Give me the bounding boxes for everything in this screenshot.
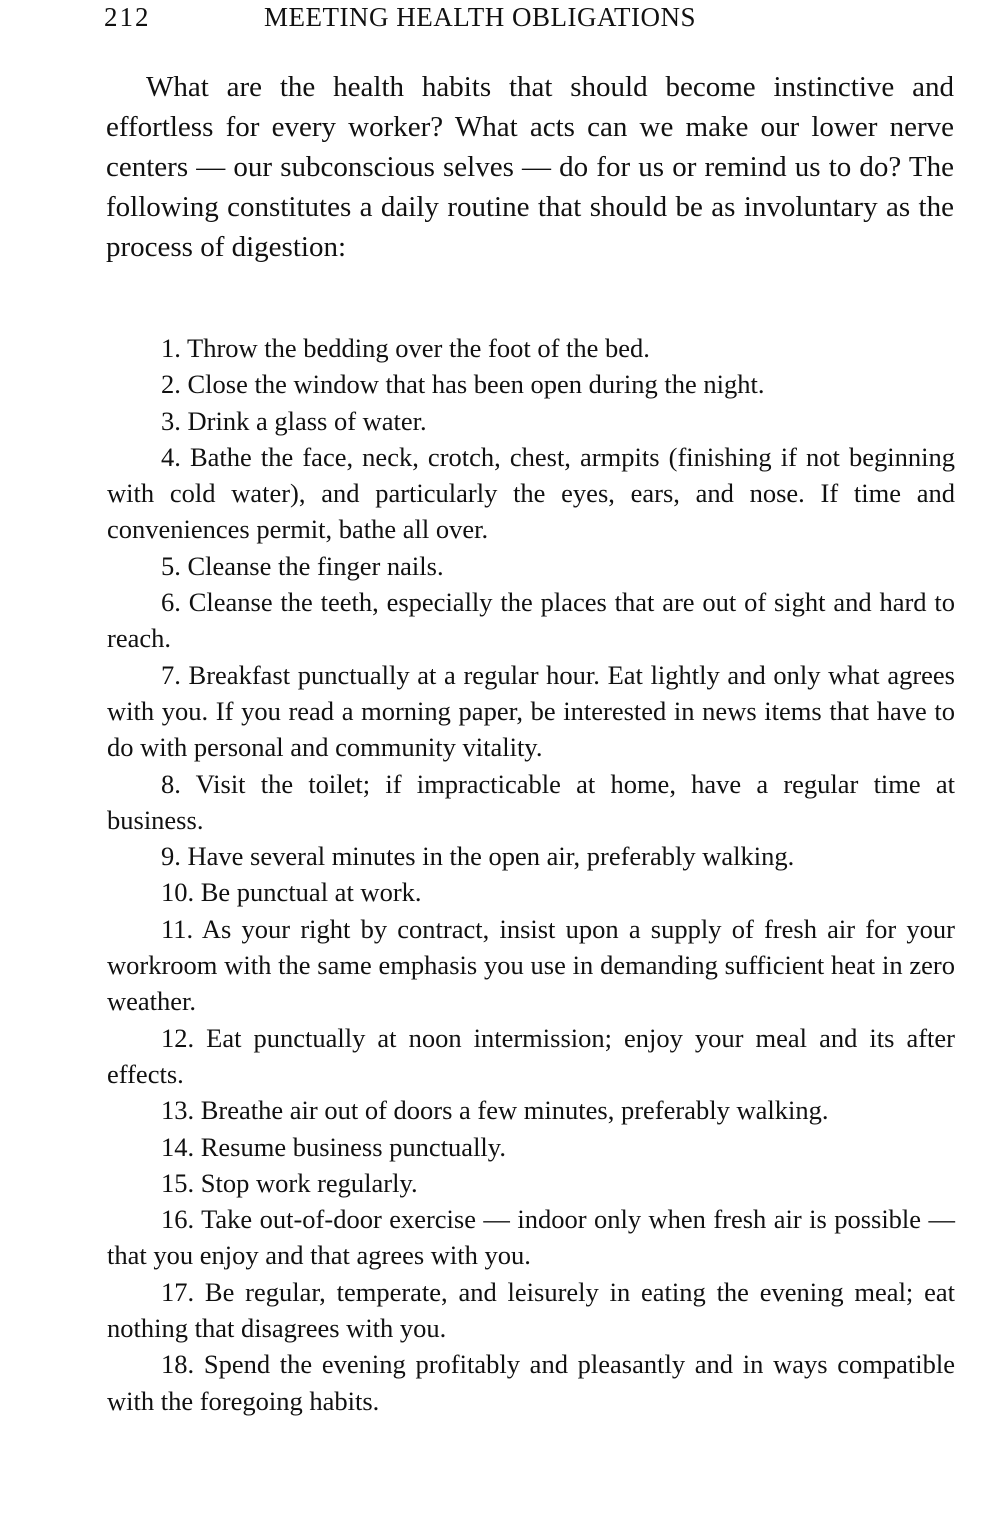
list-item: 16. Take out-of-door exercise — indoor only when fresh air is possible — that you enjoy and that agrees with you. [107, 1204, 955, 1271]
list-item: 2. Close the window that has been open during the night. [161, 369, 765, 400]
list-item: 8. Visit the toilet; if impracticable at home, have a regular time at business. [107, 768, 955, 835]
list-item: 11. As your right by contract, insist upon a supply of fresh air for your workroom with the same emphasis you use in demanding sufficient heat in zero weather. [107, 913, 955, 1017]
list-item: 3. Drink a glass of water. [161, 405, 427, 436]
list-item: 9. Have several minutes in the open air, preferably walking. [161, 841, 795, 872]
list-item: 14. Resume business punctually. [161, 1131, 506, 1162]
intro-paragraph: What are the health habits that should become instinctive and effortless for every worker? What acts can we make our lower nerve centers — our subconscious selves — do for us or remind us to do? The following constitutes a daily routine that should be as involuntary as the process of digestion: [106, 71, 954, 263]
list-item: 15. Stop work regularly. [161, 1167, 418, 1198]
list-item: 13. Breathe air out of doors a few minutes, preferably walking. [161, 1095, 829, 1126]
list-item: 18. Spend the evening profitably and pleasantly and in ways compatible with the foregoing habits. [107, 1349, 955, 1416]
routine-list [107, 330, 955, 1419]
list-item: 4. Bathe the face, neck, crotch, chest, armpits (finishing if not beginning with cold water), and particularly the eyes, ears, and nose. If time and conveniences permit, bathe all over. [107, 441, 955, 545]
list-item: 6. Cleanse the teeth, especially the places that are out of sight and hard to reach. [107, 587, 955, 654]
list-item: 10. Be punctual at work. [161, 877, 422, 908]
running-title: MEETING HEALTH OBLIGATIONS [264, 2, 696, 32]
list-item: 12. Eat punctually at noon intermission; enjoy your meal and its after effects. [107, 1022, 955, 1089]
list-item: 17. Be regular, temperate, and leisurely in eating the evening meal; eat nothing that disagrees with you. [107, 1276, 955, 1344]
list-item: 1. Throw the bedding over the foot of the bed. [161, 333, 650, 363]
page-number: 212 [104, 2, 151, 32]
page-header [104, 2, 804, 42]
list-item: 5. Cleanse the finger nails. [161, 550, 444, 581]
list-item: 7. Breakfast punctually at a regular hour. Eat lightly and only what agrees with you. If you read a morning paper, be interested in news items that have to do with personal and community vitality. [107, 659, 955, 763]
